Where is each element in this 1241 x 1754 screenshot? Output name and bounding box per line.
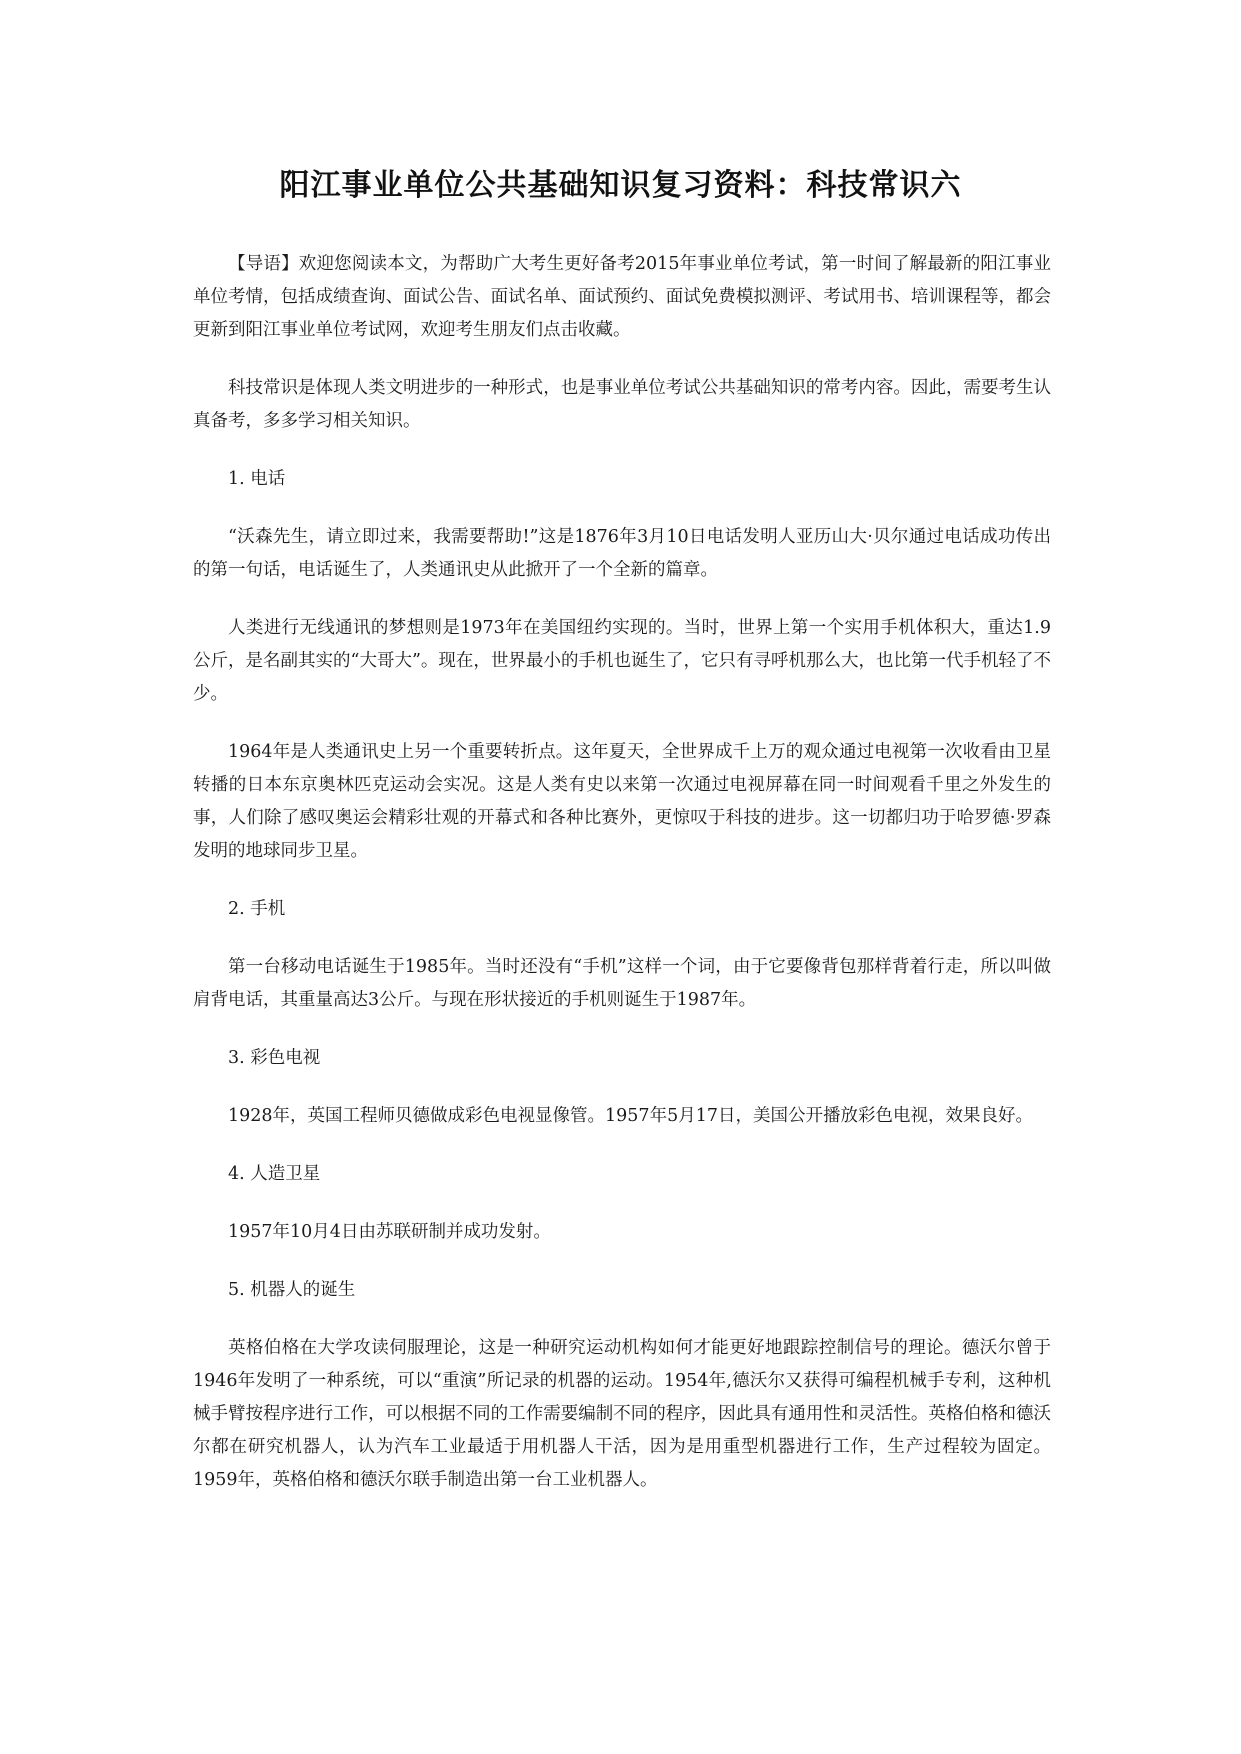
section-paragraph: 英格伯格在大学攻读伺服理论，这是一种研究运动机构如何才能更好地跟踪控制信号的理论。德沃尔曾于1946年发明了一种系统，可以“重演”所记录的机器的运动。1954年,德沃尔又获得可编程机械手专利，这种机械手臂按程序进行工作，可以根据不同的工作需要编制不同的程序，因此具有通用性和灵活性。英格伯格和德沃尔都在研究机器人，认为汽车工业最适于用机器人干活，因为是用重型机器进行工作，生产过程较为固定。1959年，英格伯格和德沃尔联手制造出第一台工业机器人。 bbox=[193, 1338, 1051, 1490]
page-title: 阳江事业单位公共基础知识复习资料：科技常识六 bbox=[279, 168, 962, 203]
section-heading-mobile-phone: 2. 手机 bbox=[228, 899, 286, 919]
section-heading-satellite: 4. 人造卫星 bbox=[228, 1164, 321, 1184]
intro-paragraph: 【导语】欢迎您阅读本文，为帮助广大考生更好备考2015年事业单位考试，第一时间了解最新的阳江事业单位考情，包括成绩查询、面试公告、面试名单、面试预约、面试免费模拟测评、考试用书、培训课程等，都会更新到阳江事业单位考试网，欢迎考生朋友们点击收藏。 bbox=[193, 254, 1051, 340]
section-paragraph: “沃森先生，请立即过来，我需要帮助!”这是1876年3月10日电话发明人亚历山大·贝尔通过电话成功传出的第一句话，电话诞生了，人类通讯史从此掀开了一个全新的篇章。 bbox=[193, 527, 1051, 580]
section-paragraph: 人类进行无线通讯的梦想则是1973年在美国纽约实现的。当时，世界上第一个实用手机体积大，重达1.9公斤，是名副其实的“大哥大”。现在，世界最小的手机也诞生了，它只有寻呼机那么大，也比第一代手机轻了不少。 bbox=[193, 618, 1051, 704]
section-heading-robot: 5. 机器人的诞生 bbox=[228, 1280, 356, 1300]
section-heading-telephone: 1. 电话 bbox=[228, 469, 286, 489]
document-body bbox=[193, 248, 1051, 1522]
section-paragraph: 第一台移动电话诞生于1985年。当时还没有“手机”这样一个词，由于它要像背包那样背着行走，所以叫做肩背电话，其重量高达3公斤。与现在形状接近的手机则诞生于1987年。 bbox=[193, 957, 1051, 1010]
section-heading-color-tv: 3. 彩色电视 bbox=[228, 1048, 321, 1068]
section-paragraph: 1957年10月4日由苏联研制并成功发射。 bbox=[228, 1222, 551, 1242]
lead-paragraph: 科技常识是体现人类文明进步的一种形式，也是事业单位考试公共基础知识的常考内容。因此，需要考生认真备考，多多学习相关知识。 bbox=[193, 378, 1051, 431]
section-paragraph: 1964年是人类通讯史上另一个重要转折点。这年夏天，全世界成千上万的观众通过电视第一次收看由卫星转播的日本东京奥林匹克运动会实况。这是人类有史以来第一次通过电视屏幕在同一时间观看千里之外发生的事，人们除了感叹奥运会精彩壮观的开幕式和各种比赛外，更惊叹于科技的进步。这一切都归功于哈罗德·罗森发明的地球同步卫星。 bbox=[193, 742, 1051, 861]
section-paragraph: 1928年，英国工程师贝德做成彩色电视显像管。1957年5月17日，美国公开播放彩色电视，效果良好。 bbox=[228, 1106, 1033, 1126]
